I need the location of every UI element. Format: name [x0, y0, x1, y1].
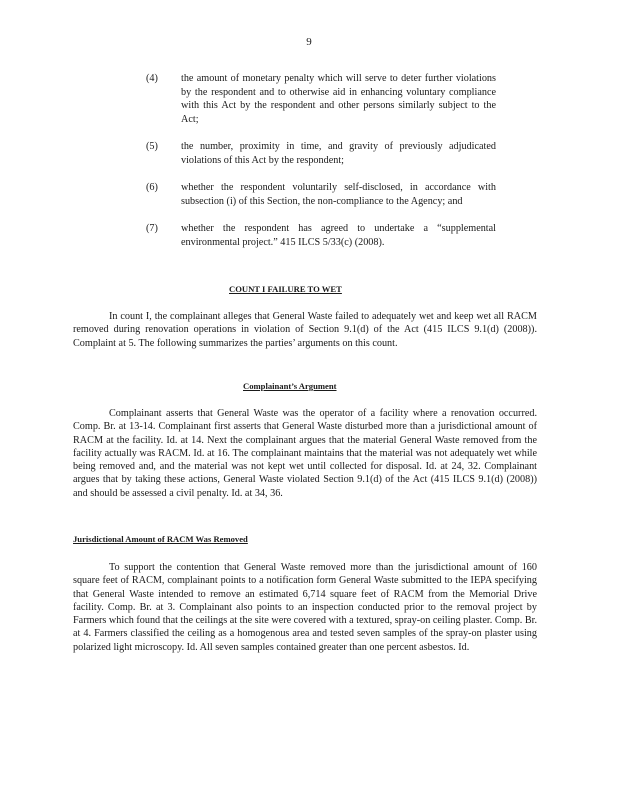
jurisdictional-paragraph-text: To support the contention that General Waste removed more than the jurisdictional amount of 160 square feet of RACM, complainant points to a notification form General Waste submitted to the IEPA specifying that General Waste intended to remove an estimated 6,714 square feet of RACM from the Memorial Drive facility. Comp. Br. at 3. Complainant also points to an inspection conducted prior to the removal project by Farmers which found that the ceilings at the site were covered with a textured, spray-on ceiling plaster. Comp. Br. at 4. Farmers classified the ceiling as a homogenous area and tested seven samples of the spray-on plaster using polarized light microscopy. Id. All seven samples contained greater than one percent asbestos. Id. — [73, 562, 537, 653]
argument-paragraph — [73, 407, 537, 500]
argument-heading: Complainant’s Argument — [243, 381, 337, 391]
list-item — [146, 181, 496, 208]
list-item — [146, 72, 496, 126]
jurisdictional-paragraph — [73, 561, 537, 654]
list-item — [146, 222, 496, 249]
list-item-number: (5) — [146, 141, 158, 152]
list-item-number: (4) — [146, 73, 158, 84]
list-item-text: the amount of monetary penalty which will serve to deter further violations by the respondent and to otherwise aid in enhancing voluntary compliance with this Act by the respondent and other persons similarly subject to the Act; — [181, 73, 496, 125]
count-paragraph — [73, 310, 537, 350]
argument-paragraph-text: Complainant asserts that General Waste was the operator of a facility where a renovation occurred. Comp. Br. at 13-14. Complainant first asserts that General Waste disturbed more than a jurisdictional amount of RACM at the facility. Id. at 14. Next the complainant argues that the material General Waste removed from the facility actually was RACM. Id. at 16. The complainant maintains that the material was not adequately wet while being removed and, and the material was not kept wet until collected for disposal. Id. at 24, 32. Complainant argues that by taking these actions, General Waste violated Section 9.1(d) of the Act (415 ILCS 9.1(d) (2008)) and should be assessed a civil penalty. Id. at 34, 36. — [73, 408, 537, 499]
page-number: 9 — [306, 36, 312, 48]
list-item-text: whether the respondent voluntarily self-disclosed, in accordance with subsection (i) of this Section, the non-compliance to the Agency; and — [181, 182, 496, 207]
list-item-text: whether the respondent has agreed to undertake a “supplemental environmental project.” 415 ILCS 5/33(c) (2008). — [181, 223, 496, 248]
count-paragraph-text: In count I, the complainant alleges that General Waste failed to adequately wet and keep wet all RACM removed during renovation operations in violation of Section 9.1(d) of the Act (415 ILCS 9.1(d) (2008)). Complaint at 5. The following summarizes the parties’ arguments on this count. — [73, 311, 537, 349]
list-item — [146, 140, 496, 167]
list-item-number: (7) — [146, 223, 158, 234]
count-heading: COUNT I FAILURE TO WET — [229, 284, 342, 294]
factor-list — [146, 72, 496, 263]
list-item-text: the number, proximity in time, and gravity of previously adjudicated violations of this Act by the respondent; — [181, 141, 496, 166]
jurisdictional-heading: Jurisdictional Amount of RACM Was Removed — [73, 534, 248, 544]
list-item-number: (6) — [146, 182, 158, 193]
